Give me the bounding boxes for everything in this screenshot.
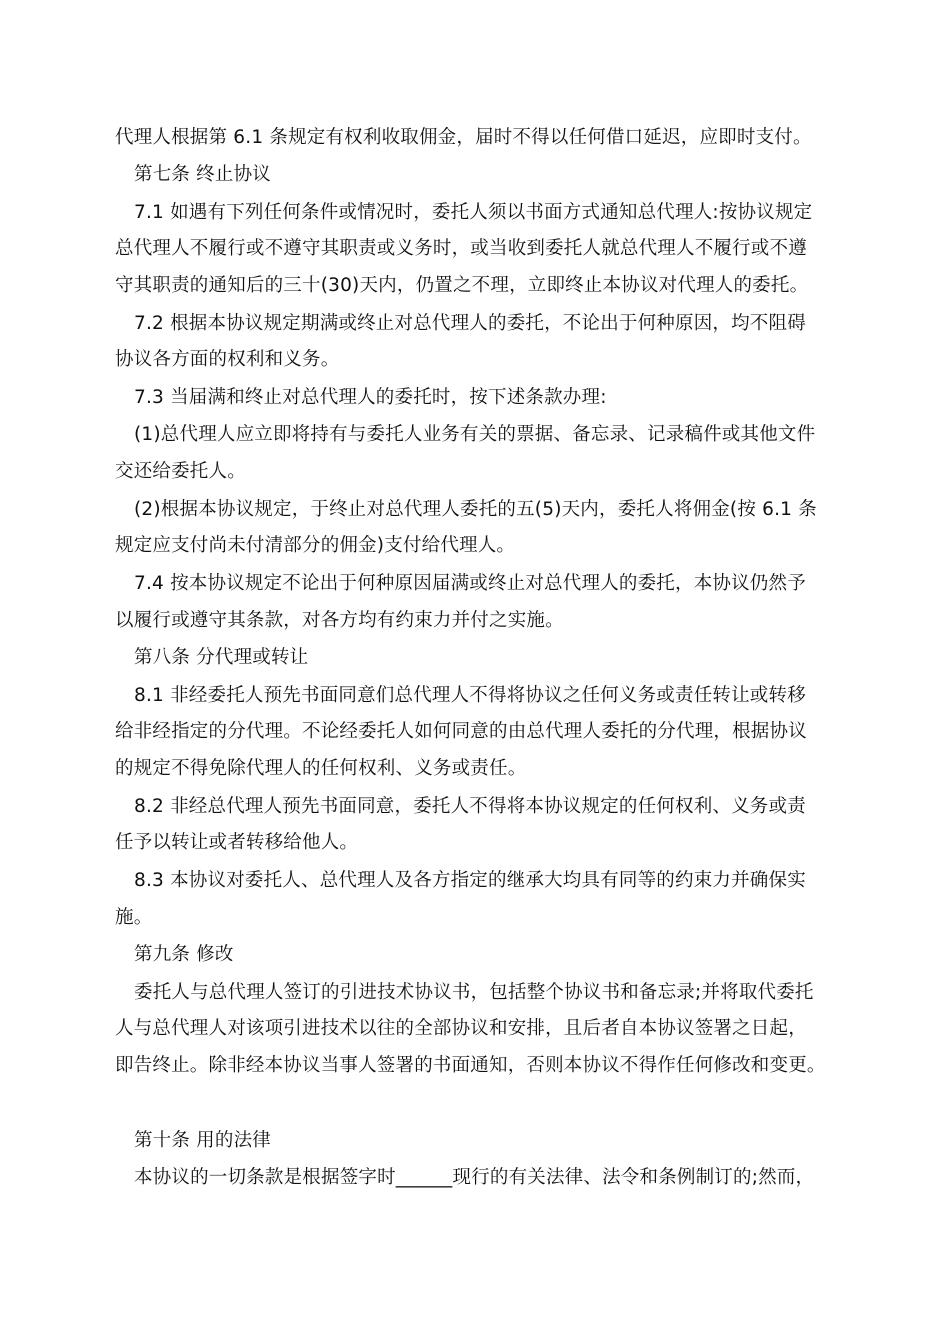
text-line: 的规定不得免除代理人的任何权利、义务或责任。 — [115, 758, 527, 779]
text-line: 7.4 按本协议规定不论出于何种原因届满或终止对总代理人的委托，本协议仍然予 — [134, 573, 806, 594]
text-line: 7.3 当届满和终止对总代理人的委托时，按下述条款办理: — [134, 387, 607, 408]
text-line: 给非经指定的分代理。不论经委托人如何同意的由总代理人委托的分代理，根据协议 — [115, 721, 807, 742]
text-line: 人与总代理人对该项引进技术以往的全部协议和安排，且后者自本协议签署之日起， — [115, 1018, 807, 1039]
section-heading: 第八条 分代理或转让 — [134, 647, 309, 668]
text-line: 交还给委托人。 — [115, 461, 246, 482]
text-line: 以履行或遵守其条款，对各方均有约束力并付之实施。 — [115, 610, 564, 631]
section-heading: 第十条 用的法律 — [134, 1130, 271, 1151]
text-line: 委托人与总代理人签订的引进技术协议书，包括整个协议书和备忘录;并将取代委托 — [134, 982, 814, 1003]
text-line: 7.1 如遇有下列任何条件或情况时，委托人须以书面方式通知总代理人:按协议规定 — [134, 202, 813, 223]
text-line: 守其职责的通知后的三十(30)天内，仍置之不理，立即终止本协议对代理人的委托。 — [115, 275, 809, 296]
text-line: 施。 — [115, 907, 153, 928]
section-heading: 第七条 终止协议 — [134, 164, 271, 185]
text-line: 协议各方面的权利和义务。 — [115, 349, 340, 370]
text-line: 规定应支付尚未付清部分的佣金)支付给代理人。 — [115, 535, 516, 556]
text-line: 本协议的一切条款是根据签字时______现行的有关法律、法令和条例制订的;然而， — [134, 1167, 815, 1188]
text-line: 任予以转让或者转移给他人。 — [115, 832, 359, 853]
text-line: 代理人根据第 6.1 条规定有权利收取佣金，届时不得以任何借口延迟，应即时支付。 — [115, 127, 812, 148]
text-line: 8.1 非经委托人预先书面同意们总代理人不得将协议之任何义务或责任转让或转移 — [134, 685, 806, 706]
text-line: (1)总代理人应立即将持有与委托人业务有关的票据、备忘录、记录稿件或其他文件 — [134, 424, 816, 445]
text-line: 即告终止。除非经本协议当事人签署的书面通知，否则本协议不得作任何修改和变更。 — [115, 1055, 826, 1076]
text-line: 8.2 非经总代理人预先书面同意，委托人不得将本协议规定的任何权利、义务或责 — [134, 796, 806, 817]
section-heading: 第九条 修改 — [134, 944, 234, 965]
text-line: (2)根据本协议规定，于终止对总代理人委托的五(5)天内，委托人将佣金(按 6.1 条 — [134, 499, 817, 520]
text-line: 总代理人不履行或不遵守其职责或义务时，或当收到委托人就总代理人不履行或不遵 — [115, 238, 807, 259]
text-line: 8.3 本协议对委托人、总代理人及各方指定的继承大均具有同等的约束力并确保实 — [134, 870, 806, 891]
text-line: 7.2 根据本协议规定期满或终止对总代理人的委托，不论出于何种原因，均不阻碍 — [134, 313, 806, 334]
